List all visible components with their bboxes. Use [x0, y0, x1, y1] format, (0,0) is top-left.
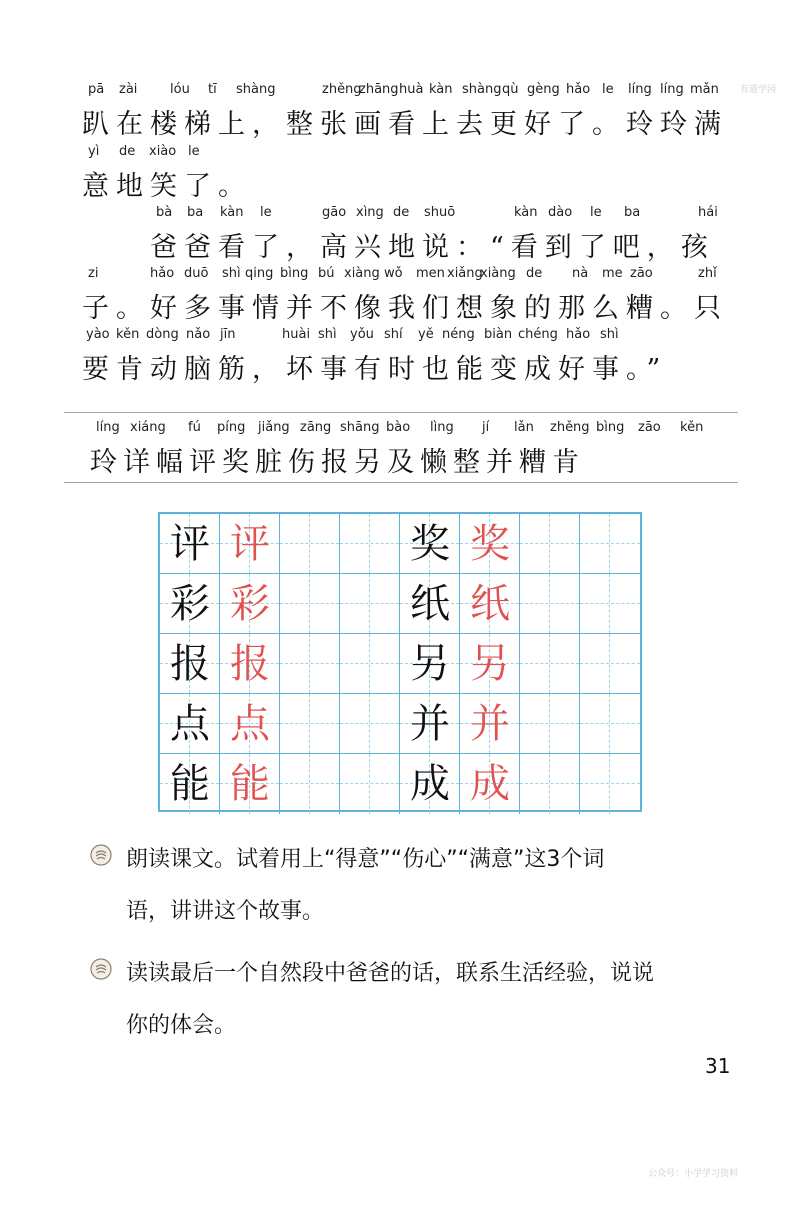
pinyin-row	[82, 82, 722, 100]
pinyin: hǎo	[566, 327, 591, 342]
model-char: 成	[410, 761, 450, 807]
pinyin: de	[526, 266, 543, 281]
hanzi-row: 趴在楼梯上，整张画看上去更好了。玲玲满	[82, 109, 728, 140]
hanzi-row: 爸爸看了，高兴地说：“看到了吧，孩	[150, 232, 715, 263]
pinyin: jiǎng	[258, 420, 290, 435]
text-line-1	[82, 82, 728, 152]
grid-cell	[520, 754, 580, 814]
grid-cell	[520, 634, 580, 694]
question-2	[90, 946, 740, 1058]
pinyin: kàn	[429, 82, 453, 97]
pinyin: men	[416, 266, 445, 281]
grid-cell	[340, 574, 400, 634]
model-char: 另	[410, 641, 450, 687]
pinyin: de	[393, 205, 410, 220]
pinyin: xiào	[149, 144, 177, 159]
pinyin: xiǎng	[447, 266, 483, 281]
pinyin: shì	[222, 266, 241, 281]
pinyin: gèng	[527, 82, 560, 97]
pinyin: nǎo	[186, 327, 211, 342]
pinyin: fú	[188, 420, 201, 435]
pinyin: hǎo	[150, 266, 175, 281]
pinyin: huà	[399, 82, 424, 97]
pinyin: líng	[628, 82, 652, 97]
pinyin: hái	[698, 205, 718, 220]
grid-cell	[340, 754, 400, 814]
pinyin: kàn	[220, 205, 244, 220]
text-line-5	[82, 327, 722, 397]
trace-char: 纸	[470, 581, 510, 627]
pinyin: ba	[187, 205, 204, 220]
text-line-2	[82, 144, 722, 214]
pinyin: shàng	[462, 82, 502, 97]
writing-grid	[158, 512, 642, 812]
trace-char: 点	[230, 701, 270, 747]
pinyin: de	[119, 144, 136, 159]
grid-cell	[280, 754, 340, 814]
model-char: 点	[170, 701, 210, 747]
pinyin: le	[590, 205, 602, 220]
pinyin: qing	[245, 266, 274, 281]
pinyin-row	[150, 205, 722, 223]
divider-bottom	[64, 482, 738, 483]
pinyin: yǒu	[350, 327, 374, 342]
pinyin-row	[82, 327, 722, 345]
trace-char: 成	[470, 761, 510, 807]
pinyin: xìng	[356, 205, 384, 220]
model-char: 彩	[170, 581, 210, 627]
pinyin: bào	[386, 420, 411, 435]
new-chars-pinyin	[90, 420, 720, 440]
model-char: 能	[170, 761, 210, 807]
pinyin: le	[188, 144, 200, 159]
pinyin: qù	[502, 82, 519, 97]
pinyin: lǎn	[514, 420, 534, 435]
pinyin: zhěng	[322, 82, 362, 97]
hanzi-row: 要肯动脑筋，坏事有时也能变成好事。”	[82, 354, 668, 385]
pinyin: bìng	[596, 420, 625, 435]
pinyin: zāng	[300, 420, 332, 435]
grid-cell	[340, 634, 400, 694]
pinyin: biàn	[484, 327, 513, 342]
question-line: 语，讲讲这个故事。	[126, 899, 325, 924]
pinyin-row	[82, 266, 722, 284]
model-char: 评	[170, 521, 210, 567]
pinyin: bú	[318, 266, 335, 281]
pinyin: yì	[88, 144, 100, 159]
pinyin: xiàng	[344, 266, 380, 281]
pinyin: lìng	[430, 420, 454, 435]
grid-cell	[520, 514, 580, 574]
pinyin: le	[260, 205, 272, 220]
trace-char: 评	[230, 521, 270, 567]
question-line: 朗读课文。试着用上“得意”“伤心”“满意”这3个词	[126, 847, 605, 872]
pinyin: shàng	[236, 82, 276, 97]
grid-cell	[280, 694, 340, 754]
pinyin: bà	[156, 205, 173, 220]
grid-cell	[340, 694, 400, 754]
pinyin: líng	[96, 420, 120, 435]
pinyin: me	[602, 266, 623, 281]
pinyin: shuō	[424, 205, 456, 220]
pinyin: pā	[88, 82, 105, 97]
pinyin: lóu	[170, 82, 190, 97]
pinyin: zhěng	[550, 420, 590, 435]
question-line: 读读最后一个自然段中爸爸的话，联系生活经验，说说	[126, 961, 655, 986]
pinyin: shí	[384, 327, 403, 342]
pinyin: huài	[282, 327, 311, 342]
pinyin: shāng	[340, 420, 380, 435]
pinyin: dào	[548, 205, 573, 220]
pinyin: ba	[624, 205, 641, 220]
pinyin: nà	[572, 266, 589, 281]
pinyin: líng	[660, 82, 684, 97]
pinyin: zhāng	[359, 82, 399, 97]
grid-cell	[580, 634, 640, 694]
pinyin: zi	[88, 266, 99, 281]
hanzi-row: 意地笑了。	[82, 171, 252, 202]
grid-cell	[280, 634, 340, 694]
model-char: 纸	[410, 581, 450, 627]
model-char: 并	[410, 701, 450, 747]
pinyin: xiàng	[480, 266, 516, 281]
pinyin: kàn	[514, 205, 538, 220]
pinyin: yào	[86, 327, 110, 342]
pinyin: shì	[600, 327, 619, 342]
text-line-3	[150, 205, 722, 275]
question-1	[90, 832, 740, 944]
divider-top	[64, 412, 738, 413]
text-line-4	[82, 266, 728, 336]
page-number: 31	[705, 1054, 731, 1078]
pinyin: zài	[119, 82, 138, 97]
pinyin: zāo	[638, 420, 661, 435]
grid-cell	[580, 514, 640, 574]
pinyin-row	[82, 144, 722, 162]
grid-cell	[340, 514, 400, 574]
pinyin: xiáng	[130, 420, 166, 435]
pinyin: bìng	[280, 266, 309, 281]
watermark-bottom: 公众号：小学学习资料	[648, 1169, 739, 1179]
pinyin: mǎn	[690, 82, 719, 97]
question-line: 你的体会。	[126, 1013, 237, 1038]
pinyin: duō	[184, 266, 209, 281]
trace-char: 能	[230, 761, 270, 807]
pinyin: hǎo	[566, 82, 591, 97]
grid-cell	[520, 574, 580, 634]
pinyin: le	[602, 82, 614, 97]
pinyin: jí	[482, 420, 490, 435]
speech-icon	[90, 958, 112, 980]
trace-char: 彩	[230, 581, 270, 627]
trace-char: 奖	[470, 521, 510, 567]
pinyin: píng	[217, 420, 246, 435]
pinyin: néng	[442, 327, 475, 342]
pinyin: wǒ	[384, 266, 403, 281]
new-chars-hanzi: 玲详幅评奖脏伤报另及懒整并糟肯	[90, 447, 585, 478]
pinyin: zhǐ	[698, 266, 717, 281]
grid-cell	[580, 574, 640, 634]
pinyin: yě	[418, 327, 434, 342]
trace-char: 报	[230, 641, 270, 687]
pinyin: jīn	[220, 327, 236, 342]
pinyin: shì	[318, 327, 337, 342]
pinyin: kěn	[680, 420, 704, 435]
model-char: 报	[170, 641, 210, 687]
grid-cell	[580, 694, 640, 754]
pinyin: zāo	[630, 266, 653, 281]
pinyin: dòng	[146, 327, 179, 342]
grid-cell	[520, 694, 580, 754]
trace-char: 并	[470, 701, 510, 747]
trace-char: 另	[470, 641, 510, 687]
pinyin: gāo	[322, 205, 347, 220]
pinyin: kěn	[116, 327, 140, 342]
pinyin: chéng	[518, 327, 558, 342]
pinyin: tī	[208, 82, 217, 97]
hanzi-row: 子。好多事情并不像我们想象的那么糟。只	[82, 293, 728, 324]
speech-icon	[90, 844, 112, 866]
watermark-top: 有道学园	[740, 85, 777, 95]
grid-cell	[280, 514, 340, 574]
grid-cell	[580, 754, 640, 814]
grid-cell	[280, 574, 340, 634]
model-char: 奖	[410, 521, 450, 567]
